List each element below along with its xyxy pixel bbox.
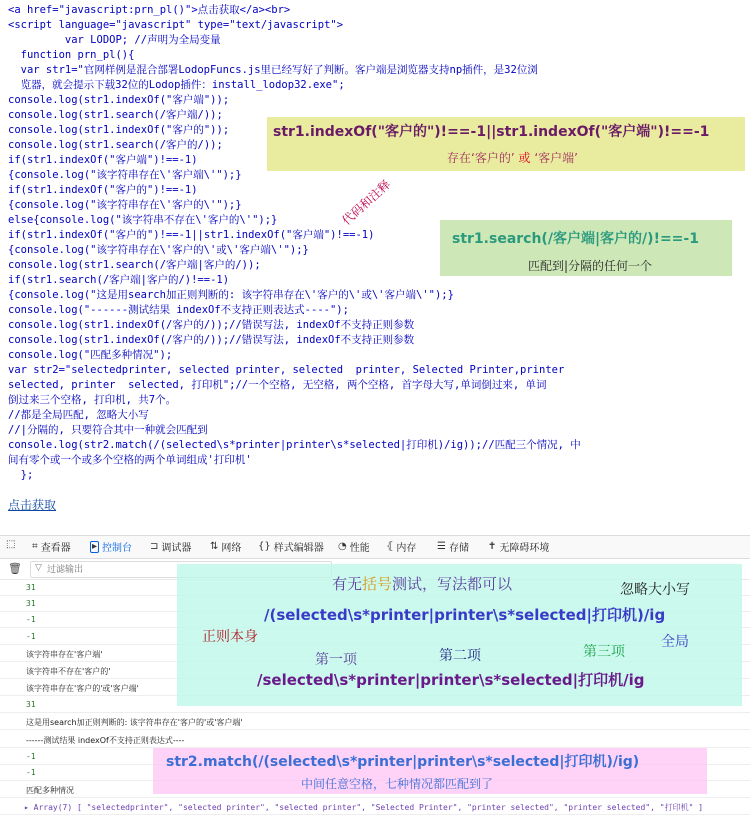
tab-storage[interactable] <box>437 539 469 554</box>
console-row-text: -1 <box>26 615 36 624</box>
code-line: {console.log("该字符串存在\'客户端\'");} <box>8 169 242 181</box>
code-line: if(str1.indexOf("客户的")!==-1) <box>8 184 198 196</box>
code-line: {console.log("这是用search加正则判断的: 该字符串存在\'客户的\'或\'客户端\'");} <box>8 289 454 301</box>
code-line: <script language="javascript" type="text/javascript"> <box>8 19 344 31</box>
code-line: else{console.log("该字符串不存在\'客户的\'");} <box>8 214 278 226</box>
annotation-paren-a3: 测试，写法都可以 <box>392 575 513 593</box>
pick-element-icon[interactable]: ⬚ <box>6 539 16 550</box>
annotation-global: 全局 <box>661 634 689 650</box>
console-row-text: -1 <box>26 752 36 761</box>
annotation-match-result <box>153 748 707 794</box>
code-line: var str1="官网样例是混合部署LodopFuncs.js里已经写好了判断。客户端是浏览器支持np插件，是32位浏 <box>8 64 538 76</box>
code-line: 间有零个或一个或多个空格的两个单词组成'打印机' <box>8 454 252 466</box>
devtools-toolbar <box>0 535 750 559</box>
code-line: console.log(str2.match(/(selected\s*printer|printer\s*selected|打印机)/ig));//匹配三个情况, 中 <box>8 439 581 451</box>
annotation-paren-a1: 有无 <box>332 575 363 593</box>
tab-style-editor[interactable] <box>258 539 324 554</box>
code-line: if(str1.search(/客户端|客户的/)!==-1) <box>8 274 230 286</box>
tab-console[interactable] <box>90 539 132 554</box>
code-line: console.log(str1.search(/客户端/)); <box>8 109 223 121</box>
tab-network-label: 网络 <box>221 543 242 554</box>
tab-network-icon: ⇅ <box>210 541 219 552</box>
annotation-indexof-title: str1.indexOf("客户的")!==-1||str1.indexOf("客户端")!==-1 <box>273 124 710 140</box>
code-line: console.log(str1.indexOf(/客户的/));//错误写法, indexOf不支持正则参数 <box>8 334 415 346</box>
annotation-paren-text <box>332 573 512 594</box>
console-row-text: 该字符串存在'客户的'或'客户端' <box>26 684 139 693</box>
code-line: console.log(str1.indexOf(/客户的/));//错误写法, indexOf不支持正则参数 <box>8 319 415 331</box>
annotation-match-note: 中间任意空格，七种情况都匹配到了 <box>301 777 494 791</box>
tab-accessibility-icon: ✝ <box>488 541 497 552</box>
code-line: var LODOP; //声明为全局变量 <box>8 34 221 46</box>
tab-network[interactable] <box>210 539 241 554</box>
code-line: {console.log("该字符串存在\'客户的\'");} <box>8 199 242 211</box>
stamp-code-and-comments: 代码和注释 <box>339 177 394 228</box>
annotation-search-regex <box>440 220 732 276</box>
console-row <box>0 731 750 748</box>
code-line: console.log(str1.search(/客户的/)); <box>8 139 223 151</box>
tab-style-editor-icon: {} <box>258 541 271 552</box>
tab-inspector-icon: ⌗ <box>32 541 38 552</box>
annotation-second-item: 第二项 <box>439 648 481 664</box>
tab-memory-icon: ⦃ <box>386 541 394 552</box>
clear-console-icon[interactable]: 🗑 <box>8 562 22 575</box>
console-row-text: 该字符串不存在'客户的' <box>26 667 111 676</box>
console-row-text: 31 <box>26 583 36 592</box>
annotation-indexof-sub-a: 存在‘客户的’ <box>447 151 515 165</box>
code-line: function prn_pl(){ <box>8 49 135 61</box>
annotation-ignore-case: 忽略大小写 <box>620 582 690 598</box>
annotation-first-item: 第一项 <box>315 652 357 668</box>
annotation-regex-without-group: /selected\s*printer|printer\s*selected|打印机/ig <box>257 671 645 689</box>
code-line: console.log("匹配多种情况"); <box>8 349 173 361</box>
console-row-text: 匹配多种情况 <box>26 786 74 795</box>
tab-style-editor-label: 样式编辑器 <box>273 543 324 554</box>
tab-performance[interactable] <box>338 539 370 554</box>
annotation-indexof-subtitle <box>447 149 578 166</box>
tab-memory[interactable] <box>386 539 416 554</box>
console-row-text: 31 <box>26 700 36 709</box>
code-line: //|分隔的, 只要符合其中一种就会匹配到 <box>8 424 208 436</box>
annotation-regex-with-group: /(selected\s*printer|printer\s*selected|打印机)/ig <box>264 606 666 624</box>
code-line: <a href="javascript:prn_pl()">点击获取</a><br> <box>8 4 291 16</box>
annotation-paren-a2: 括号 <box>362 575 393 593</box>
code-line: }; <box>8 469 34 481</box>
tab-debugger[interactable] <box>150 539 191 554</box>
tab-inspector-label: 查看器 <box>40 543 71 554</box>
code-line: 览器，就会提示下载32位的Lodop插件：install_lodop32.exe"; <box>8 79 345 91</box>
console-row-text: 该字符串存在'客户端' <box>26 650 103 659</box>
code-line: if(str1.indexOf("客户端")!==-1) <box>8 154 198 166</box>
annotation-third-item: 第三项 <box>583 644 625 660</box>
annotation-regex-itself: 正则本身 <box>202 629 258 645</box>
annotation-match-expression: str2.match(/(selected\s*printer|printer\s*selected|打印机)/ig) <box>166 754 640 770</box>
code-line: console.log("------测试结果 indexOf不支持正则表达式----"); <box>8 304 349 316</box>
tab-storage-label: 存储 <box>448 543 469 554</box>
code-line: console.log(str1.indexOf("客户的")); <box>8 124 230 136</box>
code-line: console.log(str1.search(/客户端|客户的/)); <box>8 259 261 271</box>
console-row[interactable] <box>0 798 750 815</box>
code-line: 倒过来三个空格, 打印机, 共7个。 <box>8 394 177 406</box>
annotation-regex-breakdown <box>177 564 742 706</box>
tab-accessibility-label: 无障碍环境 <box>499 543 550 554</box>
tab-storage-icon: ☰ <box>437 541 446 552</box>
click-fetch-link[interactable]: 点击获取 <box>8 498 57 512</box>
tab-performance-icon: ◔ <box>338 541 347 552</box>
code-line: {console.log("该字符串存在\'客户的\'或\'客户端\'");} <box>8 244 309 256</box>
console-row-text: ▸ Array(7) [ "selectedprinter", "selected printer", "selected printer", "Selected Printer", "printer selected", "printer selected", "打印机" ] <box>24 803 704 812</box>
code-line: //都是全局匹配, 忽略大小写 <box>8 409 149 421</box>
filter-icon: ▽ <box>35 563 42 573</box>
console-row-text: -1 <box>26 768 36 777</box>
tab-accessibility[interactable] <box>488 539 549 554</box>
tab-debugger-icon: ⊐ <box>150 541 159 552</box>
annotation-search-subtitle: 匹配到|分隔的任何一个 <box>528 259 653 273</box>
annotation-indexof-or <box>267 117 745 171</box>
tab-memory-label: 内存 <box>396 543 417 554</box>
code-line: selected, printer selected, 打印机";//一个空格, 无空格, 两个空格, 首字母大写,单词倒过来, 单词 <box>8 379 547 391</box>
console-row-text: 31 <box>26 599 36 608</box>
tab-performance-label: 性能 <box>349 543 370 554</box>
annotation-indexof-or-word: 或 <box>518 151 531 165</box>
console-row-text: -1 <box>26 632 36 641</box>
code-line: if(str1.indexOf("客户的")!==-1||str1.indexOf("客户端")!==-1) <box>8 229 375 241</box>
code-line: console.log(str1.indexOf("客户端")); <box>8 94 230 106</box>
console-row <box>0 713 750 730</box>
annotation-indexof-sub-b: ‘客户端’ <box>534 151 578 165</box>
tab-console-icon: ▸ <box>92 540 98 552</box>
tab-console-label: 控制台 <box>102 543 133 554</box>
code-line: var str2="selectedprinter, selected printer, selected printer, Selected Printer,printer <box>8 364 565 376</box>
annotation-search-title: str1.search(/客户端|客户的/)!==-1 <box>452 231 699 247</box>
console-row-text: 这是用search加正则判断的: 该字符串存在'客户的'或'客户端' <box>26 718 243 727</box>
tab-inspector[interactable] <box>32 539 71 554</box>
console-row-text: ------测试结果 indexOf不支持正则表达式---- <box>26 736 185 745</box>
tab-debugger-label: 调试器 <box>161 543 192 554</box>
